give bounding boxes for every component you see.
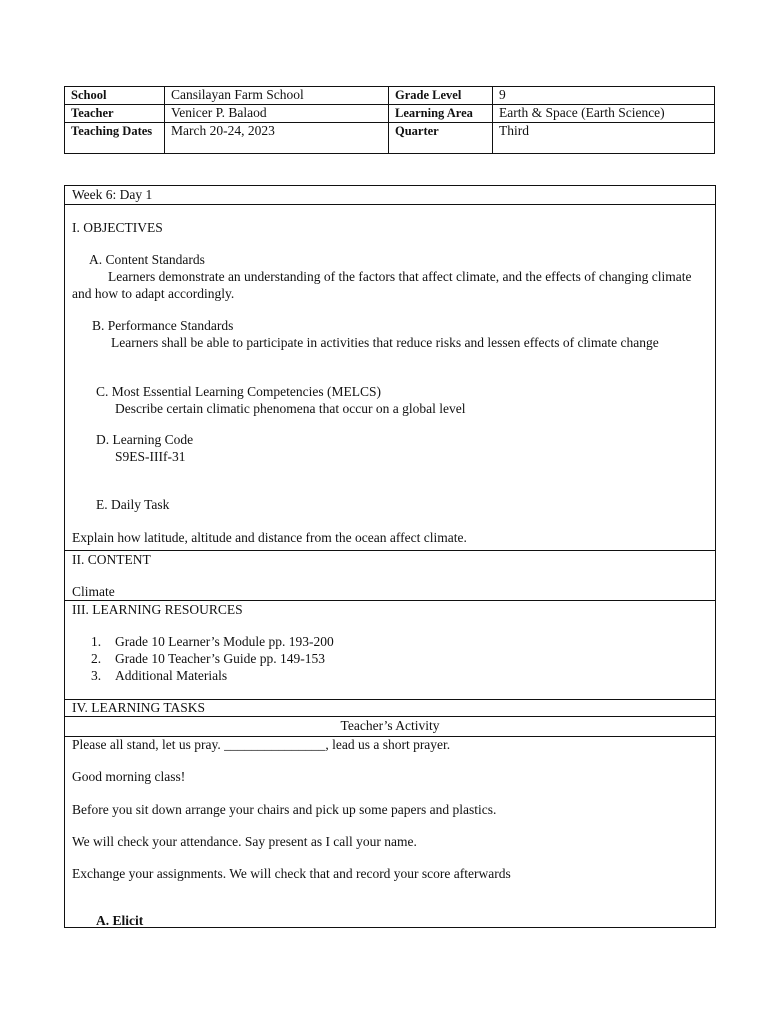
teacher-label: Teacher	[65, 105, 165, 123]
school-label: School	[65, 87, 165, 105]
school-value: Cansilayan Farm School	[165, 87, 389, 105]
content-standards-label: A. Content Standards	[89, 252, 205, 267]
resource-item: Grade 10 Teacher’s Guide pp. 149-153	[115, 651, 325, 666]
melcs-text: Describe certain climatic phenomena that occur on a global level	[115, 401, 466, 416]
learning-area-value: Earth & Space (Earth Science)	[493, 105, 715, 123]
teachers-activity-header	[65, 717, 715, 737]
activity-line: Please all stand, let us pray. _______________, lead us a short prayer.	[72, 737, 451, 752]
grade-level-value: 9	[493, 87, 715, 105]
resource-item: Additional Materials	[115, 668, 228, 683]
teacher-value: Venicer P. Balaod	[165, 105, 389, 123]
quarter-label: Quarter	[389, 123, 493, 154]
performance-standards-label: B. Performance Standards	[92, 318, 234, 333]
activity-line: Exchange your assignments. We will check that and record your score afterwards	[72, 866, 511, 881]
resource-item-number: 1.	[91, 634, 102, 649]
content-standards-text: Learners demonstrate an understanding of the factors that affect climate, and the effects of changing climate and how to adapt accordingly.	[72, 269, 692, 301]
grade-level-label: Grade Level	[389, 87, 493, 105]
daily-task-text: Explain how latitude, altitude and distance from the ocean affect climate.	[72, 530, 467, 545]
learning-code-label: D. Learning Code	[96, 432, 194, 447]
elicit-heading: A. Elicit	[96, 913, 144, 928]
quarter-value: Third	[493, 123, 715, 154]
teaching-dates-value: March 20-24, 2023	[165, 123, 389, 154]
resource-item: Grade 10 Learner’s Module pp. 193-200	[115, 634, 334, 649]
activity-line: Good morning class!	[72, 769, 186, 784]
teaching-dates-label: Teaching Dates	[65, 123, 165, 154]
daily-task-label: E. Daily Task	[96, 497, 170, 512]
learning-code-text: S9ES-IIIf-31	[115, 449, 186, 464]
objectives-heading: I. OBJECTIVES	[72, 220, 163, 235]
content-text: Climate	[72, 584, 115, 599]
resource-item-number: 2.	[91, 651, 102, 666]
learning-resources-section	[65, 601, 715, 700]
header-info-table	[64, 86, 715, 154]
resource-item-number: 3.	[91, 668, 102, 683]
content-section	[65, 551, 715, 601]
teachers-activity-label: Teacher’s Activity	[340, 718, 440, 733]
melcs-label: C. Most Essential Learning Competencies (MELCS)	[96, 384, 381, 399]
activity-line: We will check your attendance. Say present as I call your name.	[72, 834, 417, 849]
learning-area-label: Learning Area	[389, 105, 493, 123]
performance-standards-text: Learners shall be able to participate in activities that reduce risks and lessen effects of climate change	[111, 335, 659, 350]
lesson-plan-table	[64, 185, 716, 928]
learning-tasks-row	[65, 700, 715, 717]
teachers-activity-body	[65, 737, 715, 927]
content-heading: II. CONTENT	[72, 552, 151, 567]
week-label: Week 6: Day 1	[72, 187, 153, 202]
week-row	[65, 186, 715, 205]
activity-line: Before you sit down arrange your chairs and pick up some papers and plastics.	[72, 802, 497, 817]
objectives-section	[65, 205, 715, 551]
learning-resources-heading: III. LEARNING RESOURCES	[72, 602, 243, 617]
learning-tasks-heading: IV. LEARNING TASKS	[72, 700, 206, 715]
